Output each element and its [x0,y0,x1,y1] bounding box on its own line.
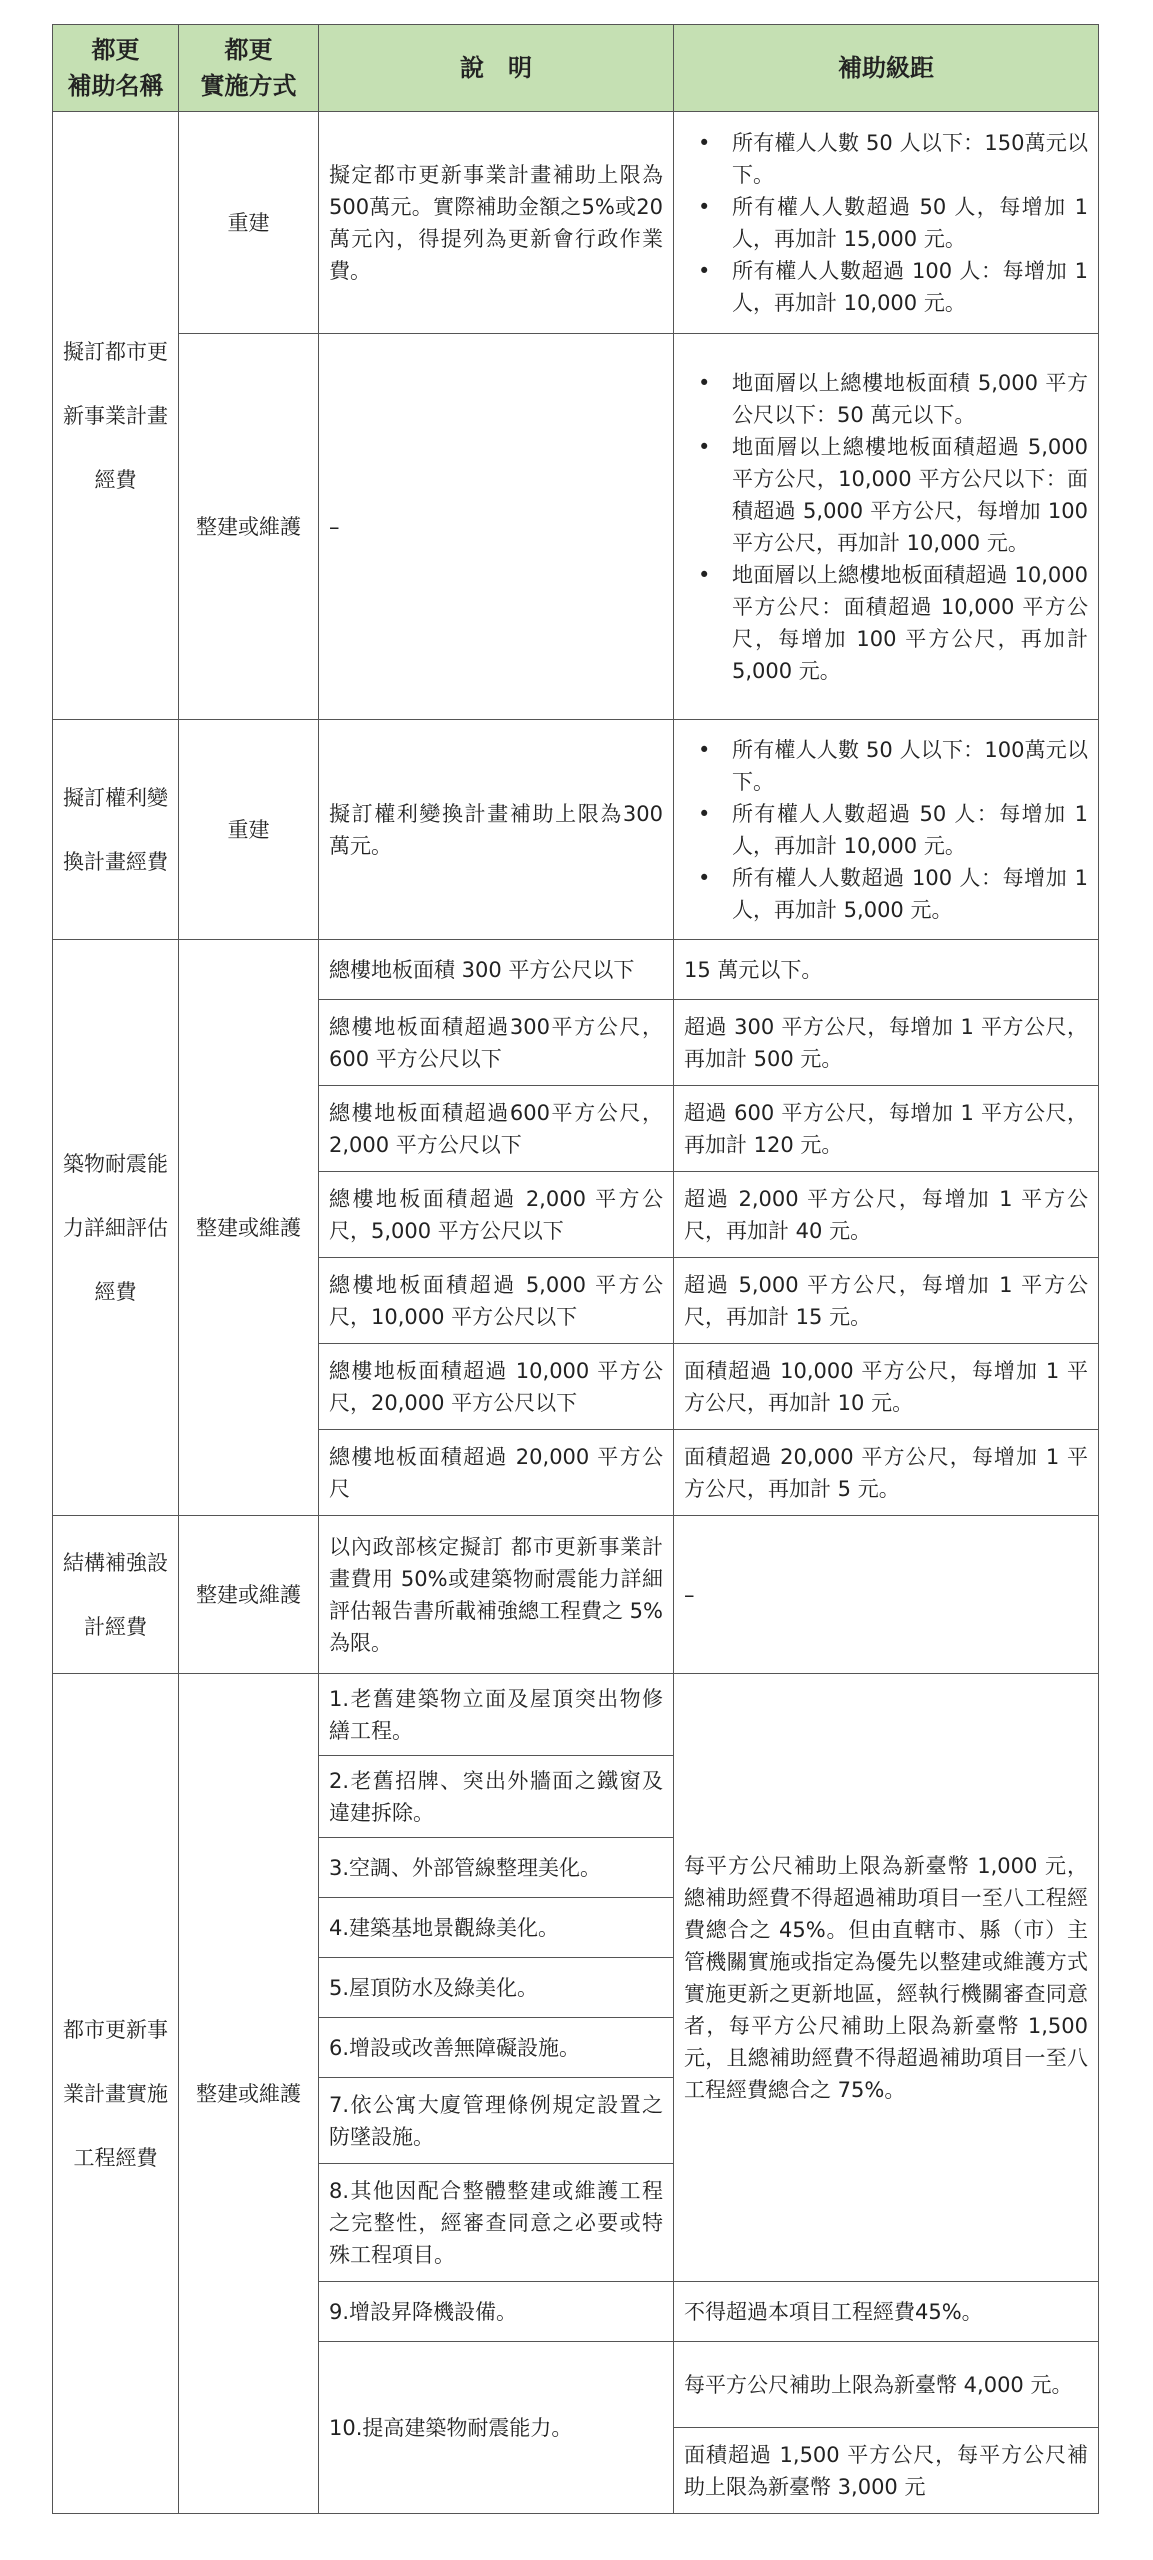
list-item: • 所有權人人數超過 100 人：每增加 1 人，再加計 5,000 元。 [732,862,1088,926]
section3-desc: 總樓地板面積 300 平方公尺以下 [319,940,674,1000]
section2-desc: 擬訂權利變換計畫補助上限為300萬元。 [319,720,674,940]
section5-item: 9.增設昇降機設備。 [319,2282,674,2342]
list-item: • 所有權人人數超過 100 人：每增加 1 人，再加計 10,000 元。 [732,255,1088,319]
header-name: 都更 補助名稱 [53,25,179,112]
table-row [53,1516,1099,1674]
list-item: • 地面層以上總樓地板面積 5,000 平方公尺以下：50 萬元以下。 [732,367,1088,431]
section4-name: 結構補強設計經費 [53,1516,179,1674]
table-row [53,720,1099,940]
section5-item: 10.提高建築物耐震能力。 [319,2342,674,2514]
section5-item: 6.增設或改善無障礙設施。 [319,2018,674,2078]
table-row [53,940,1099,1000]
section5-item: 4.建築基地景觀綠美化。 [319,1898,674,1958]
section4-range: – [674,1516,1099,1674]
section3-desc: 總樓地板面積超過 2,000 平方公尺，5,000 平方公尺以下 [319,1172,674,1258]
header-method: 都更 實施方式 [179,25,319,112]
section5-item: 2.老舊招牌、突出外牆面之鐵窗及違建拆除。 [319,1756,674,1838]
section3-range: 超過 300 平方公尺，每增加 1 平方公尺，再加計 500 元。 [674,1000,1099,1086]
section1-row2-desc: – [319,334,674,720]
section2-name: 擬訂權利變換計畫經費 [53,720,179,940]
section5-item: 5.屋頂防水及綠美化。 [319,1958,674,2018]
section3-range: 15 萬元以下。 [674,940,1099,1000]
section3-desc: 總樓地板面積超過 20,000 平方公尺 [319,1430,674,1516]
table-row [53,112,1099,334]
section1-name: 擬訂都市更新事業計畫經費 [53,112,179,720]
section1-row2-range [674,334,1099,720]
section4-desc: 以內政部核定擬訂 都市更新事業計畫費用 50%或建築物耐震能力詳細評估報告書所載補強總工程費之 5%為限。 [319,1516,674,1674]
section2-range [674,720,1099,940]
section5-item: 8.其他因配合整體整建或維護工程之完整性，經審查同意之必要或特殊工程項目。 [319,2164,674,2282]
section5-range-10a: 每平方公尺補助上限為新臺幣 4,000 元。 [674,2342,1099,2428]
header-desc: 說 明 [319,25,674,112]
section3-desc: 總樓地板面積超過300平方公尺，600 平方公尺以下 [319,1000,674,1086]
section5-item: 3.空調、外部管線整理美化。 [319,1838,674,1898]
section1-row1-method: 重建 [179,112,319,334]
list-item: • 所有權人人數 50 人以下：150萬元以下。 [732,127,1088,191]
section3-range: 面積超過 20,000 平方公尺，每增加 1 平方公尺，再加計 5 元。 [674,1430,1099,1516]
section3-desc: 總樓地板面積超過 10,000 平方公尺，20,000 平方公尺以下 [319,1344,674,1430]
header-range: 補助級距 [674,25,1099,112]
section1-row1-desc: 擬定都市更新事業計畫補助上限為500萬元。實際補助金額之5%或20萬元內，得提列為更新會行政作業費。 [319,112,674,334]
section4-method: 整建或維護 [179,1516,319,1674]
list-item: • 地面層以上總樓地板面積超過 5,000 平方公尺，10,000 平方公尺以下：面積超過 5,000 平方公尺，每增加 100 平方公尺，再加計 10,000 元。 [732,431,1088,559]
section1-row2-method: 整建或維護 [179,334,319,720]
table-row [53,1674,1099,1756]
section3-desc: 總樓地板面積超過 5,000 平方公尺，10,000 平方公尺以下 [319,1258,674,1344]
section2-method: 重建 [179,720,319,940]
section5-range-1-8: 每平方公尺補助上限為新臺幣 1,000 元，總補助經費不得超過補助項目一至八工程經費總合之 45%。但由直轄市、縣（市）主管機關實施或指定為優先以整建或維護方式實施更新之更新地區，經執行機關審查同意者，每平方公尺補助上限為新臺幣 1,500 元，且總補助經費不得超過補助項目一至八工程經費總合之 75%。 [674,1674,1099,2282]
subsidy-table [52,24,1099,2514]
list-item: • 所有權人人數超過 50 人：每增加 1 人，再加計 10,000 元。 [732,798,1088,862]
section5-method: 整建或維護 [179,1674,319,2514]
section5-item: 7.依公寓大廈管理條例規定設置之防墜設施。 [319,2078,674,2164]
section1-row1-range [674,112,1099,334]
section3-range: 超過 5,000 平方公尺，每增加 1 平方公尺，再加計 15 元。 [674,1258,1099,1344]
section5-range-9: 不得超過本項目工程經費45%。 [674,2282,1099,2342]
list-item: • 所有權人人數 50 人以下：100萬元以下。 [732,734,1088,798]
section3-range: 超過 2,000 平方公尺，每增加 1 平方公尺，再加計 40 元。 [674,1172,1099,1258]
list-item: • 地面層以上總樓地板面積超過 10,000 平方公尺：面積超過 10,000 平方公尺，每增加 100 平方公尺，再加計 5,000 元。 [732,559,1088,687]
section3-range: 面積超過 10,000 平方公尺，每增加 1 平方公尺，再加計 10 元。 [674,1344,1099,1430]
section5-name: 都市更新事業計畫實施工程經費 [53,1674,179,2514]
section5-range-10b: 面積超過 1,500 平方公尺，每平方公尺補助上限為新臺幣 3,000 元 [674,2428,1099,2514]
section3-range: 超過 600 平方公尺，每增加 1 平方公尺，再加計 120 元。 [674,1086,1099,1172]
section3-name: 築物耐震能力詳細評估經費 [53,940,179,1516]
section3-desc: 總樓地板面積超過600平方公尺，2,000 平方公尺以下 [319,1086,674,1172]
list-item: • 所有權人人數超過 50 人，每增加 1 人，再加計 15,000 元。 [732,191,1088,255]
header-row [53,25,1099,112]
section5-item: 1.老舊建築物立面及屋頂突出物修繕工程。 [319,1674,674,1756]
table-row [53,334,1099,720]
section3-method: 整建或維護 [179,940,319,1516]
